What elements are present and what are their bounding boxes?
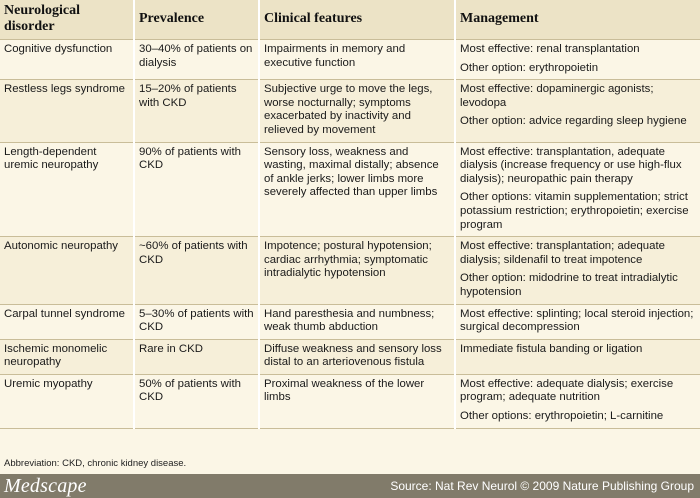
disorder-cell: Autonomic neuropathy <box>0 237 134 304</box>
clinical-features-cell: Subjective urge to move the legs, worse nocturnally; symptoms exacerbated by inactivity and relieved by movement <box>259 80 455 142</box>
prevalence-cell: 90% of patients with CKD <box>134 142 259 237</box>
table-row <box>0 374 700 428</box>
management-line: Most effective: adequate dialysis; exercise program; adequate nutrition <box>460 377 674 404</box>
table-row <box>0 339 700 374</box>
prevalence-cell: Rare in CKD <box>134 339 259 374</box>
clinical-features-cell: Sensory loss, weakness and wasting, maximal distally; absence of ankle jerks; lower limbs more severely affected than upper limbs <box>259 142 455 237</box>
clinical-features-cell: Diffuse weakness and sensory loss distal to an arteriovenous fistula <box>259 339 455 374</box>
clinical-features-cell: Impairments in memory and executive function <box>259 40 455 80</box>
management-cell <box>455 237 700 304</box>
management-cell <box>455 40 700 80</box>
management-line: Most effective: renal transplantation <box>460 43 640 55</box>
disorder-cell: Length-dependent uremic neuropathy <box>0 142 134 237</box>
management-cell <box>455 80 700 142</box>
management-line: Most effective: transplantation; adequate dialysis; sildenafil to treat impotence <box>460 240 665 266</box>
column-header-management: Management <box>455 0 700 40</box>
column-header-disorder: Neurological disorder <box>0 0 134 40</box>
disorder-cell: Restless legs syndrome <box>0 80 134 142</box>
disorder-cell: Ischemic monomelic neuropathy <box>0 339 134 374</box>
prevalence-cell: 15–20% of patients with CKD <box>134 80 259 142</box>
disorder-cell: Carpal tunnel syndrome <box>0 304 134 339</box>
column-header-prevalence: Prevalence <box>134 0 259 40</box>
management-line: Other options: erythropoietin; L-carnitine <box>460 410 664 423</box>
table-row <box>0 40 700 80</box>
prevalence-cell: 5–30% of patients with CKD <box>134 304 259 339</box>
management-line: Most effective: transplantation, adequate dialysis (increase frequency or use high-flux dialysis); neuropathic pain therapy <box>460 145 682 185</box>
prevalence-cell: ~60% of patients with CKD <box>134 237 259 304</box>
table-row <box>0 304 700 339</box>
footer-bar <box>0 474 700 498</box>
source-credit: Source: Nat Rev Neurol © 2009 Nature Publishing Group <box>390 479 694 493</box>
clinical-features-cell: Impotence; postural hypotension; cardiac arrhythmia; symptomatic intradialytic hypotension <box>259 237 455 304</box>
disorder-cell: Cognitive dysfunction <box>0 40 134 80</box>
column-header-clinical-features: Clinical features <box>259 0 455 40</box>
table-row <box>0 237 700 304</box>
clinical-features-cell: Hand paresthesia and numbness; weak thumb abduction <box>259 304 455 339</box>
management-line: Other option: erythropoietin <box>460 61 599 74</box>
management-cell <box>455 304 700 339</box>
management-line: Most effective: splinting; local steroid injection; surgical decompression <box>460 307 694 334</box>
management-line: Other options: vitamin supplementation; strict potassium restriction; erythropoietin; exercise program <box>460 191 689 231</box>
management-cell <box>455 374 700 428</box>
management-line: Most effective: dopaminergic agonists; levodopa <box>460 83 654 109</box>
management-line: Other option: midodrine to treat intradialytic hypotension <box>460 272 678 298</box>
management-line: Immediate fistula banding or ligation <box>460 342 643 355</box>
management-line: Other option: advice regarding sleep hygiene <box>460 115 687 128</box>
abbreviation-footnote: Abbreviation: CKD, chronic kidney disease. <box>4 458 187 469</box>
prevalence-cell: 50% of patients with CKD <box>134 374 259 428</box>
disorder-cell: Uremic myopathy <box>0 374 134 428</box>
management-cell <box>455 142 700 237</box>
medscape-logo[interactable]: Medscape <box>4 475 87 497</box>
table-header-row <box>0 0 700 40</box>
management-cell <box>455 339 700 374</box>
table-row <box>0 142 700 237</box>
table-row <box>0 80 700 142</box>
clinical-features-cell: Proximal weakness of the lower limbs <box>259 374 455 428</box>
prevalence-cell: 30–40% of patients on dialysis <box>134 40 259 80</box>
